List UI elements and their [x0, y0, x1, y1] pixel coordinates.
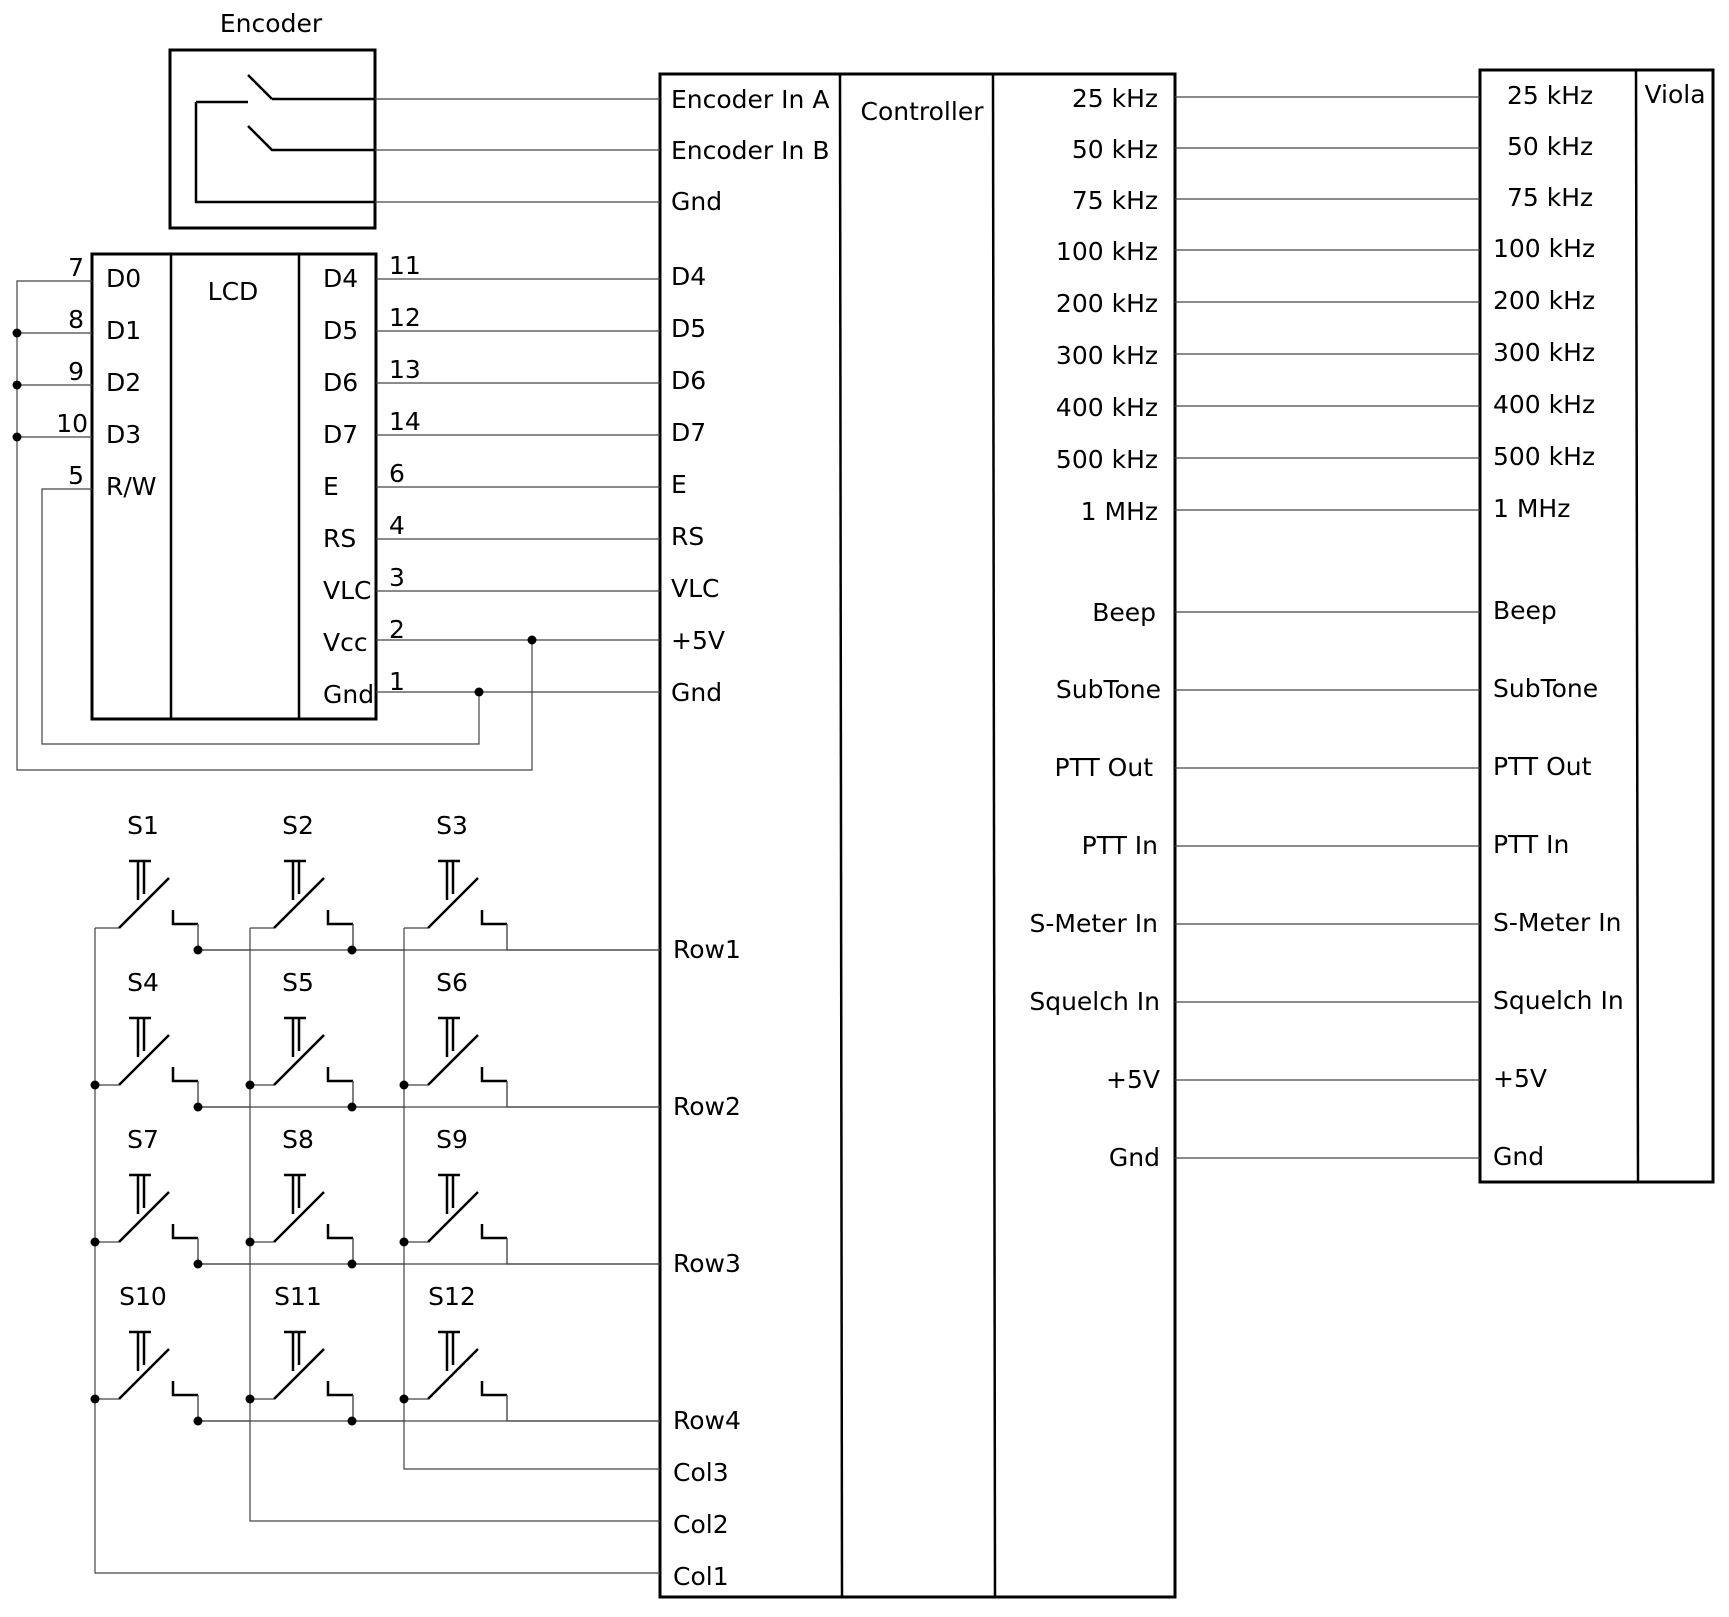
keypad-switch-s1 [95, 811, 250, 950]
ctrl-pin-400khz: 400 kHz [1055, 393, 1158, 422]
ctrl-pin-row1: Row1 [673, 935, 741, 964]
lcd-pin-vcc: Vcc [323, 628, 368, 657]
lcd-pin-d2: D2 [106, 368, 142, 397]
ctrl-pin-200khz: 200 kHz [1055, 289, 1158, 318]
switch-label: S7 [127, 1125, 159, 1154]
ctrl-pin-ptt-out: PTT Out [1054, 753, 1153, 782]
ctrl-pin-25khz: 25 kHz [1071, 84, 1158, 113]
encoder-block [170, 9, 375, 228]
viola-pin-ptt-in: PTT In [1493, 830, 1570, 859]
lcd-pin-e: E [323, 472, 339, 501]
ctrl-pin-row3: Row3 [673, 1249, 741, 1278]
switch-label: S6 [436, 968, 468, 997]
junction-dot [246, 1395, 255, 1404]
keypad-switch-s5 [194, 968, 406, 1112]
viola-pin-100khz: 100 kHz [1493, 234, 1596, 263]
lcd-left-pins [56, 253, 156, 501]
lcd-pin-d7: D7 [323, 420, 359, 449]
switch-symbol [428, 1175, 507, 1242]
ctrl-pin-rs: RS [671, 522, 705, 551]
lcd-pin-num-3: 3 [389, 563, 405, 592]
lcd-pin-d1: D1 [106, 316, 142, 345]
keypad-switch-s12 [348, 1282, 661, 1426]
keypad-switch-s2 [194, 811, 406, 955]
ctrl-pin-encoder-a: Encoder In A [671, 85, 830, 114]
switch-label: S4 [127, 968, 159, 997]
junction-dot [400, 1081, 409, 1090]
lcd-pin-num-5: 5 [68, 461, 84, 490]
viola-pin-75khz: 75 kHz [1507, 183, 1594, 212]
junction-dot [246, 1081, 255, 1090]
controller-title: Controller [860, 97, 984, 126]
viola-pin-beep: Beep [1493, 596, 1557, 625]
keypad-switch-s8 [194, 1125, 406, 1269]
encoder-wires [375, 99, 660, 202]
switch-label: S11 [274, 1282, 322, 1311]
switch-symbol [119, 1175, 198, 1242]
keypad-switch-s10 [91, 1282, 251, 1421]
lcd-pin-num-14: 14 [389, 407, 421, 436]
junction-dot [194, 1260, 203, 1269]
viola-pin-50khz: 50 kHz [1507, 132, 1594, 161]
ctrl-pin-d7: D7 [671, 418, 707, 447]
junction-dot [348, 1260, 357, 1269]
lcd-bus-wires [376, 279, 660, 697]
junction-dot [194, 946, 203, 955]
junction-dot [400, 1238, 409, 1247]
lcd-pin-vlc: VLC [323, 576, 372, 605]
switch-label: S8 [282, 1125, 314, 1154]
ctrl-pin-d5: D5 [671, 314, 707, 343]
lcd-pin-num-1: 1 [389, 667, 405, 696]
lcd-pin-num-9: 9 [68, 357, 84, 386]
lcd-pin-num-6: 6 [389, 459, 405, 488]
encoder-title: Encoder [219, 9, 323, 38]
keypad-switch-s6 [348, 968, 661, 1112]
ctrl-pin-75khz: 75 kHz [1071, 186, 1158, 215]
radio-wires [1175, 97, 1480, 1158]
ctrl-pin-1mhz: 1 MHz [1080, 497, 1158, 526]
lcd-left-wiring [13, 281, 533, 770]
ctrl-pin-col1: Col1 [673, 1562, 729, 1591]
lcd-pin-num-8: 8 [68, 305, 84, 334]
ctrl-pin-d6: D6 [671, 366, 707, 395]
viola-pin-subtone: SubTone [1493, 674, 1599, 703]
viola-pin-500khz: 500 kHz [1493, 442, 1596, 471]
junction-dot [348, 1417, 357, 1426]
lcd-pin-num-10: 10 [56, 409, 88, 438]
viola-pin-5v: +5V [1493, 1064, 1547, 1093]
lcd-pin-num-7: 7 [68, 253, 84, 282]
ctrl-pin-s-meter-in: S-Meter In [1029, 909, 1158, 938]
junction-dot [194, 1417, 203, 1426]
lcd-pin-num-11: 11 [389, 251, 421, 280]
viola-pin-squelch-in: Squelch In [1493, 986, 1624, 1015]
lcd-pin-rw: R/W [106, 472, 157, 501]
switch-symbol [274, 861, 353, 928]
keypad-row-wires [198, 950, 660, 1421]
switch-symbol [119, 1332, 198, 1399]
ctrl-pin-gnd-right: Gnd [1108, 1143, 1160, 1172]
ctrl-pin-row4: Row4 [673, 1406, 741, 1435]
controller-right-pins [1029, 84, 1161, 1172]
lcd-pin-gnd: Gnd [323, 680, 375, 709]
viola-block [1480, 70, 1713, 1182]
keypad-matrix [91, 811, 661, 1573]
switch-symbol [428, 1018, 507, 1085]
lcd-pin-d0: D0 [106, 264, 142, 293]
junction-dot [194, 1103, 203, 1112]
viola-pin-25khz: 25 kHz [1507, 81, 1594, 110]
junction-dot [400, 1395, 409, 1404]
viola-pin-400khz: 400 kHz [1493, 390, 1596, 419]
encoder-switch-symbol [196, 75, 374, 202]
viola-pin-300khz: 300 kHz [1493, 338, 1596, 367]
keypad-col-wires [95, 928, 660, 1573]
controller-block [660, 74, 1175, 1597]
switch-label: S2 [282, 811, 314, 840]
viola-title: Viola [1644, 80, 1706, 109]
switch-symbol [274, 1018, 353, 1085]
ctrl-pin-col2: Col2 [673, 1510, 729, 1539]
switch-label: S10 [119, 1282, 167, 1311]
keypad-switch-s7 [91, 1125, 251, 1264]
keypad-switch-s9 [348, 1125, 661, 1269]
keypad-switch-s11 [194, 1282, 406, 1426]
ctrl-pin-5v: +5V [671, 626, 725, 655]
ctrl-pin-vlc: VLC [671, 574, 720, 603]
ctrl-pin-ptt-in: PTT In [1081, 831, 1158, 860]
switch-symbol [274, 1175, 353, 1242]
junction-dot [91, 1081, 100, 1090]
ctrl-pin-300khz: 300 kHz [1055, 341, 1158, 370]
ctrl-pin-subtone: SubTone [1055, 675, 1161, 704]
viola-pin-s-meter-in: S-Meter In [1493, 908, 1622, 937]
lcd-pin-num-4: 4 [389, 511, 405, 540]
switch-symbol [274, 1332, 353, 1399]
ctrl-pin-row2: Row2 [673, 1092, 741, 1121]
lcd-pin-num-2: 2 [389, 615, 405, 644]
keypad-switch-s3 [348, 811, 661, 955]
switch-label: S12 [428, 1282, 476, 1311]
lcd-pin-num-13: 13 [389, 355, 421, 384]
controller-left-pins [671, 85, 829, 1591]
ctrl-pin-e: E [671, 470, 687, 499]
ctrl-pin-100khz: 100 kHz [1055, 237, 1158, 266]
ctrl-pin-encoder-b: Encoder In B [671, 136, 830, 165]
ctrl-pin-gnd-lcd: Gnd [671, 678, 723, 707]
junction-dot [91, 1238, 100, 1247]
viola-pin-1mhz: 1 MHz [1493, 494, 1571, 523]
viola-pins [1493, 81, 1624, 1171]
viola-pin-200khz: 200 kHz [1493, 286, 1596, 315]
lcd-pin-d5: D5 [323, 316, 359, 345]
ctrl-pin-50khz: 50 kHz [1071, 135, 1158, 164]
junction-dot [348, 1103, 357, 1112]
lcd-pin-num-12: 12 [389, 303, 421, 332]
keypad-switch-s4 [91, 968, 251, 1107]
ctrl-pin-col3: Col3 [673, 1458, 729, 1487]
junction-dot [348, 946, 357, 955]
switch-label: S5 [282, 968, 314, 997]
lcd-title: LCD [207, 277, 259, 306]
switch-symbol [428, 1332, 507, 1399]
ctrl-pin-squelch-in: Squelch In [1029, 987, 1160, 1016]
switch-label: S3 [436, 811, 468, 840]
lcd-pin-d4: D4 [323, 264, 359, 293]
ctrl-pin-500khz: 500 kHz [1055, 445, 1158, 474]
switch-symbol [119, 861, 198, 928]
switch-label: S9 [436, 1125, 468, 1154]
junction-dot [246, 1238, 255, 1247]
viola-pin-ptt-out: PTT Out [1493, 752, 1592, 781]
switch-symbol [428, 861, 507, 928]
lcd-pin-d6: D6 [323, 368, 359, 397]
switch-symbol [119, 1018, 198, 1085]
switch-label: S1 [127, 811, 159, 840]
ctrl-pin-gnd-top: Gnd [671, 187, 723, 216]
lcd-pin-d3: D3 [106, 420, 142, 449]
lcd-pin-rs: RS [323, 524, 357, 553]
ctrl-pin-5v-right: +5V [1106, 1065, 1160, 1094]
ctrl-pin-d4: D4 [671, 262, 707, 291]
ctrl-pin-beep: Beep [1092, 598, 1156, 627]
junction-dot [91, 1395, 100, 1404]
viola-pin-gnd: Gnd [1493, 1142, 1545, 1171]
